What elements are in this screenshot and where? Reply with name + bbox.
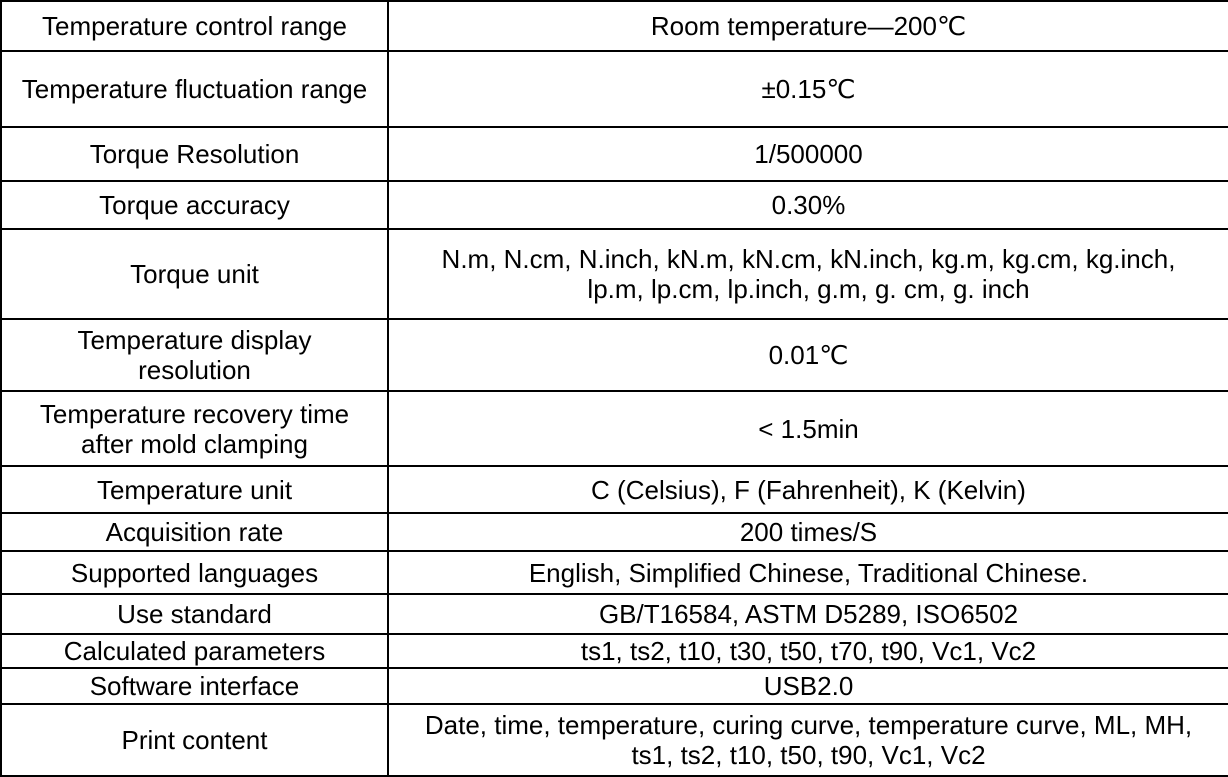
spec-value: ±0.15℃ [388, 51, 1228, 127]
spec-label: Torque unit [1, 229, 388, 319]
spec-label: Software interface [1, 668, 388, 704]
spec-row-torque-accuracy [1, 181, 1228, 229]
spec-label: Use standard [1, 594, 388, 634]
spec-value: 1/500000 [388, 127, 1228, 181]
spec-value: GB/T16584, ASTM D5289, ISO6502 [388, 594, 1228, 634]
spec-value: < 1.5min [388, 391, 1228, 466]
spec-label: Print content [1, 704, 388, 776]
spec-label: Temperature unit [1, 466, 388, 513]
spec-value: Date, time, temperature, curing curve, temperature curve, ML, MH, ts1, ts2, t10, t50, t90, Vc1, Vc2 [388, 704, 1228, 776]
spec-row-use-standard [1, 594, 1228, 634]
spec-row-print-content [1, 704, 1228, 776]
spec-label: Temperature recovery time after mold clamping [1, 391, 388, 466]
spec-label: Supported languages [1, 551, 388, 594]
spec-label: Temperature fluctuation range [1, 51, 388, 127]
spec-value: 200 times/S [388, 513, 1228, 551]
spec-value: Room temperature—200℃ [388, 1, 1228, 51]
spec-value: USB2.0 [388, 668, 1228, 704]
spec-value: 0.01℃ [388, 319, 1228, 391]
spec-row-acquisition-rate [1, 513, 1228, 551]
spec-label: Temperature display resolution [1, 319, 388, 391]
spec-row-torque-unit [1, 229, 1228, 319]
spec-label: Torque accuracy [1, 181, 388, 229]
spec-label: Torque Resolution [1, 127, 388, 181]
spec-value: English, Simplified Chinese, Traditional Chinese. [388, 551, 1228, 594]
spec-row-calculated-parameters [1, 634, 1228, 668]
spec-value: 0.30% [388, 181, 1228, 229]
spec-row-software-interface [1, 668, 1228, 704]
spec-row-temperature-unit [1, 466, 1228, 513]
spec-row-temperature-recovery-time [1, 391, 1228, 466]
spec-row-temperature-fluctuation-range [1, 51, 1228, 127]
spec-value: C (Celsius), F (Fahrenheit), K (Kelvin) [388, 466, 1228, 513]
spec-value: N.m, N.cm, N.inch, kN.m, kN.cm, kN.inch, kg.m, kg.cm, kg.inch, lp.m, lp.cm, lp.inch, g.m, g. cm, g. inch [388, 229, 1228, 319]
spec-value: ts1, ts2, t10, t30, t50, t70, t90, Vc1, Vc2 [388, 634, 1228, 668]
spec-row-supported-languages [1, 551, 1228, 594]
spec-label: Temperature control range [1, 1, 388, 51]
spec-label: Acquisition rate [1, 513, 388, 551]
spec-row-temperature-display-resolution [1, 319, 1228, 391]
spec-row-torque-resolution [1, 127, 1228, 181]
spec-label: Calculated parameters [1, 634, 388, 668]
spec-row-temperature-control-range [1, 1, 1228, 51]
